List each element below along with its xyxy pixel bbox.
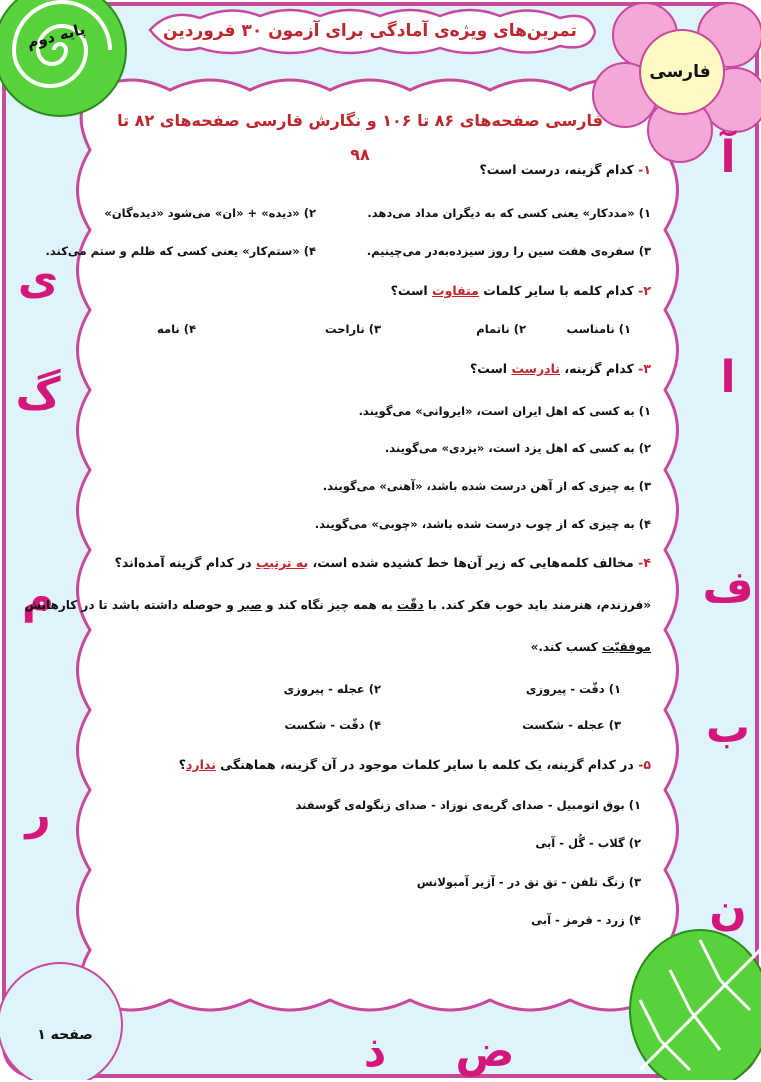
decor-letter: ف bbox=[702, 562, 754, 613]
underlined-word: موفقیّت bbox=[601, 640, 651, 654]
decor-letter: گ bbox=[15, 369, 61, 420]
question-1 bbox=[479, 162, 651, 177]
decor-letter: م bbox=[21, 572, 55, 623]
question-text-end: ؟ bbox=[178, 757, 187, 772]
q2-option-3[interactable]: ۳) ناراحت bbox=[325, 322, 381, 336]
decor-letter: ب bbox=[705, 702, 751, 753]
q1-option-3[interactable]: ۳) سفره‌ی هفت سین را روز سیزده‌به‌در می‌چینیم. bbox=[366, 244, 651, 258]
q4-option-4[interactable]: ۴) دقّت - شکست bbox=[284, 718, 381, 732]
question-text: کدام کلمه با سایر کلمات bbox=[478, 283, 634, 298]
q4-option-1[interactable]: ۱) دقّت - پیروزی bbox=[525, 682, 621, 696]
question-5 bbox=[179, 757, 651, 772]
question-4 bbox=[115, 555, 651, 570]
question-number: ۲- bbox=[638, 283, 651, 298]
question-number: ۴- bbox=[638, 555, 651, 570]
q3-option-1[interactable]: ۱) به کسی که اهل ایران است، «ایروانی» می‌گویند. bbox=[358, 404, 651, 418]
question-number: ۱- bbox=[638, 162, 651, 177]
q4-option-3[interactable]: ۳) عجله - شکست bbox=[522, 718, 621, 732]
question-text: کدام گزینه، bbox=[559, 361, 634, 376]
question-text-end: است؟ bbox=[470, 361, 512, 376]
q2-option-1[interactable]: ۱) نامناسب bbox=[566, 322, 631, 336]
subject-label: فارسی bbox=[649, 62, 711, 82]
page-title: تمرین‌های ویژه‌ی آمادگی برای آزمون ۳۰ فروردین bbox=[163, 21, 577, 41]
q3-option-3[interactable]: ۳) به چیزی که از آهن درست شده باشد، «آهنی» می‌گویند. bbox=[322, 479, 651, 493]
decor-letter: ض bbox=[455, 1026, 515, 1077]
question-number: ۵- bbox=[638, 757, 651, 772]
question-text: در کدام گزینه، یک کلمه با سایر کلمات موجود در آن گزینه، هماهنگی bbox=[215, 757, 634, 772]
q5-option-1[interactable]: ۱) بوق اتومبیل - صدای گریه‌ی نوزاد - صدای زنگوله‌ی گوسفند bbox=[295, 798, 641, 812]
q1-option-1[interactable]: ۱) «مددکار» یعنی کسی که به دیگران مداد می‌دهد. bbox=[367, 206, 651, 220]
q3-option-4[interactable]: ۴) به چیزی که از چوب درست شده باشد، «چوبی» می‌گویند. bbox=[314, 517, 651, 531]
page-subtitle: فارسی صفحه‌های ۸۶ تا ۱۰۶ و نگارش فارسی صفحه‌های ۸۲ تا ۹۸ bbox=[117, 111, 603, 164]
question-highlight: به ترتیب bbox=[256, 555, 309, 570]
question-text: کدام گزینه، درست است؟ bbox=[479, 162, 634, 177]
question-2 bbox=[391, 283, 651, 298]
question-text: مخالف کلمه‌هایی که زیر آن‌ها خط کشیده شده است، bbox=[308, 555, 634, 570]
q4-option-2[interactable]: ۲) عجله - پیروزی bbox=[283, 682, 381, 696]
underlined-word: صبر bbox=[237, 598, 262, 612]
q2-option-4[interactable]: ۴) نامه bbox=[156, 322, 196, 336]
decor-letter: ذ bbox=[363, 1026, 387, 1077]
grade-label: پایه دوم bbox=[25, 20, 87, 52]
q5-option-3[interactable]: ۳) زنگ تلفن - تق تق در - آژیر آمبولانس bbox=[416, 875, 641, 889]
passage-text: «فرزندم، هنرمند باید خوب فکر کند. با bbox=[423, 598, 651, 612]
underlined-word: دقّت bbox=[396, 598, 424, 612]
passage-text: و حوصله داشته باشد تا در کارهایش bbox=[24, 598, 238, 612]
decor-letter: ر bbox=[25, 789, 51, 840]
q4-passage-line-1 bbox=[24, 598, 651, 612]
q5-option-2[interactable]: ۲) گلاب - گُل - آبی bbox=[535, 836, 641, 850]
q4-passage-line-2 bbox=[51, 640, 651, 654]
page-number: صفحه ۱ bbox=[37, 1027, 93, 1043]
question-highlight: نادرست bbox=[511, 361, 560, 376]
question-3 bbox=[470, 361, 651, 376]
q3-option-2[interactable]: ۲) به کسی که اهل یزد است، «یزدی» می‌گویند. bbox=[384, 441, 651, 455]
question-highlight: ندارد bbox=[186, 757, 216, 772]
q2-option-2[interactable]: ۲) ناتمام bbox=[476, 322, 526, 336]
passage-text: کسب کند.» bbox=[530, 640, 602, 654]
question-number: ۳- bbox=[638, 361, 651, 376]
question-highlight: متفاوت bbox=[432, 283, 479, 298]
passage-text: به همه چیز نگاه کند و bbox=[261, 598, 397, 612]
q1-option-4[interactable]: ۴) «ستم‌کار» یعنی کسی که ظلم و ستم می‌کند. bbox=[45, 244, 316, 258]
decor-letter: آ bbox=[720, 132, 736, 183]
question-text-end: در کدام گزینه آمده‌اند؟ bbox=[114, 555, 257, 570]
decor-letter: ن bbox=[709, 884, 747, 935]
q1-option-2[interactable]: ۲) «دیده» + «ان» می‌شود «دیده‌گان» bbox=[104, 206, 316, 220]
q5-option-4[interactable]: ۴) زرد - قرمز - آبی bbox=[531, 913, 641, 927]
question-text-end: است؟ bbox=[390, 283, 433, 298]
decor-letter: ا bbox=[720, 352, 736, 403]
decor-letter: ی bbox=[17, 254, 59, 305]
